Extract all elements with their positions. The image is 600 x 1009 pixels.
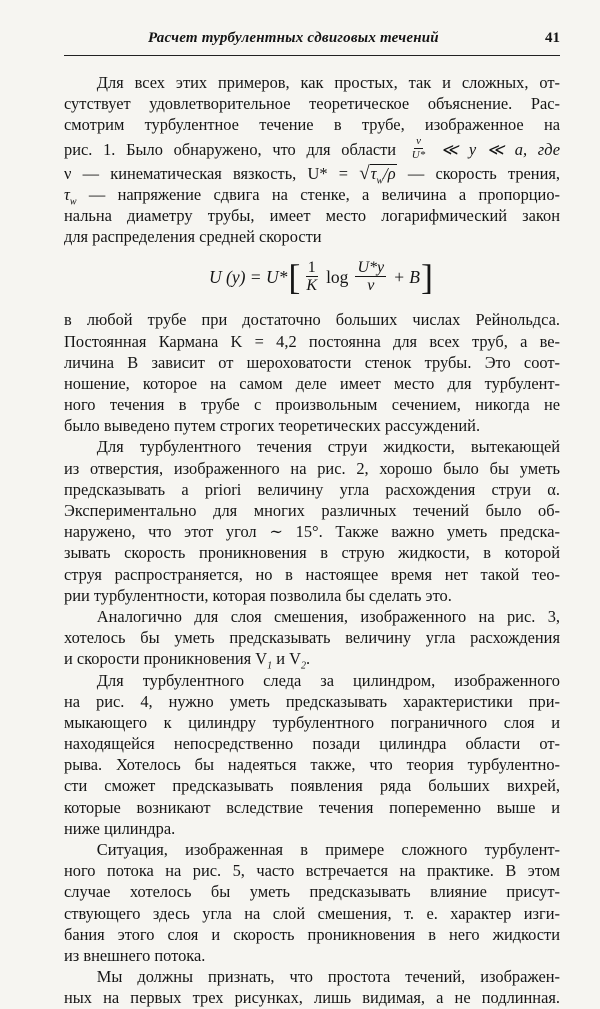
text-line: Аналогично для слоя смешения, изображенного на рис. 3, (96, 606, 560, 626)
text-line: ниже цилиндра. (64, 818, 176, 838)
text-line: ношение, которое на самом деле имеет место для турбулент- (64, 373, 560, 393)
text-line: Экспериментально для многих различных течений было об- (64, 501, 560, 520)
text-line: находящейся непосредственно позади цилиндра области от- (64, 734, 560, 754)
text-line: Мы должны признать, что простота течений, изображен- (96, 967, 560, 987)
text-line: предсказывать a priori величину угла расхождения струи α. (64, 479, 560, 499)
text-line: на рис. 4, нужно уметь предсказывать характеристики при- (64, 691, 560, 711)
text-line: было выведено путем строгих теоретических рассуждений. (64, 416, 481, 436)
header-rule (64, 55, 560, 56)
text-line: ных на первых трех рисунках, лишь видимая, а не подлинная. (64, 988, 560, 1008)
text-line: ного течения в трубе с произвольным сечением, никогда не (64, 395, 560, 415)
text-line-with-inline-math: ν — кинематическая вязкость, U* = √ $\tau_w/\rho$ — скорость трения, (64, 162, 560, 187)
text-line: наружено, что этот угол ∼ 15°. Также важно уметь предска- (64, 522, 560, 542)
text-line: из внешнего потока. (64, 945, 206, 965)
text-line: Для всех этих примеров, как простых, так и сложных, от- (96, 73, 560, 92)
text-line: ствующего здесь угла на слой смешения, т. е. характер изги- (64, 903, 560, 923)
text-line: случае хотелось бы уметь предсказывать влияние присут- (64, 882, 560, 902)
text-line: Для турбулентного течения струи жидкости, вытекающей (96, 437, 560, 457)
text-line: рыва. Хотелось бы надеяться также, что теория турбулентно- (64, 755, 560, 775)
text-line: сти сможет предсказывать появления ряда больших вихрей, (64, 776, 560, 796)
text-line: которые возникают вследствие течения попеременно выше и (64, 797, 560, 817)
page-number: 41 (545, 30, 560, 46)
text-line: бания этого слоя и скорость проникновения в него жидкости (64, 924, 560, 944)
text-line: рии турбулентности, которая позволила бы сделать это. (64, 585, 452, 605)
text-line: зывать скорость проникновения в струю жидкости, в которой (64, 543, 560, 563)
text-line: в любой трубе при достаточно больших числах Рейнольдса. (64, 310, 560, 330)
nu-over-ustar-fraction: $\frac{\nu}{U*}$ (411, 135, 426, 162)
body-text (64, 72, 560, 1009)
text-line: Ситуация, изображенная в примере сложного турбулент- (96, 840, 560, 859)
text-line: из отверстия, изображенного на рис. 2, хорошо было бы уметь (64, 458, 560, 478)
text-line: сутствует удовлетворительное теоретическое объяснение. Рас- (64, 94, 560, 114)
text-line: и скорости проникновения $V_1$ и $V_2$. (64, 649, 311, 672)
text-line: хотелось бы уметь предсказывать величину угла расхождения (64, 628, 560, 648)
log-law-formula: U (y) = U* [ $\frac{1}{K}$ log $\frac{U*y}{\nu}$ + B ] (209, 257, 433, 298)
text-line: мыкающего к цилиндру турбулентного пограничного слоя и (64, 712, 560, 732)
friction-velocity-root: √ $\tau_w/\rho$ (359, 162, 396, 187)
text-line: $\tau_w$ — напряжение сдвига на стенке, а величина a пропорцио- (64, 184, 560, 208)
text-line: Для турбулентного следа за цилиндром, изображенного (96, 670, 560, 690)
text-line: струя распространяется, но в настоящее время нет такой тео- (64, 564, 560, 584)
one-over-K-fraction: $\frac{1}{K}$ (306, 258, 318, 295)
text-line: нальна диаметру трубы, имеет место логарифмический закон (64, 205, 560, 225)
text-line: для распределения средней скорости (64, 227, 322, 247)
text-line: личина B зависит от шероховатости стенок трубы. Это соот- (64, 352, 560, 372)
text-line: смотрим турбулентное течение в трубе, изображенное на (64, 115, 560, 135)
running-title: Расчет турбулентных сдвиговых течений (148, 30, 439, 46)
text-line: ного потока на рис. 5, часто встречается на практике. В этом (64, 861, 560, 881)
text-line: Постоянная Кармана K = 4,2 постоянна для всех труб, а ве- (64, 331, 560, 351)
ustar-y-over-nu-fraction: $\frac{U*y}{\nu}$ (357, 258, 385, 295)
text-line-with-inline-math: рис. 1. Было обнаружено, что для области $\frac{\nu}{U*}$ ≪ y ≪ a, где (64, 135, 560, 162)
